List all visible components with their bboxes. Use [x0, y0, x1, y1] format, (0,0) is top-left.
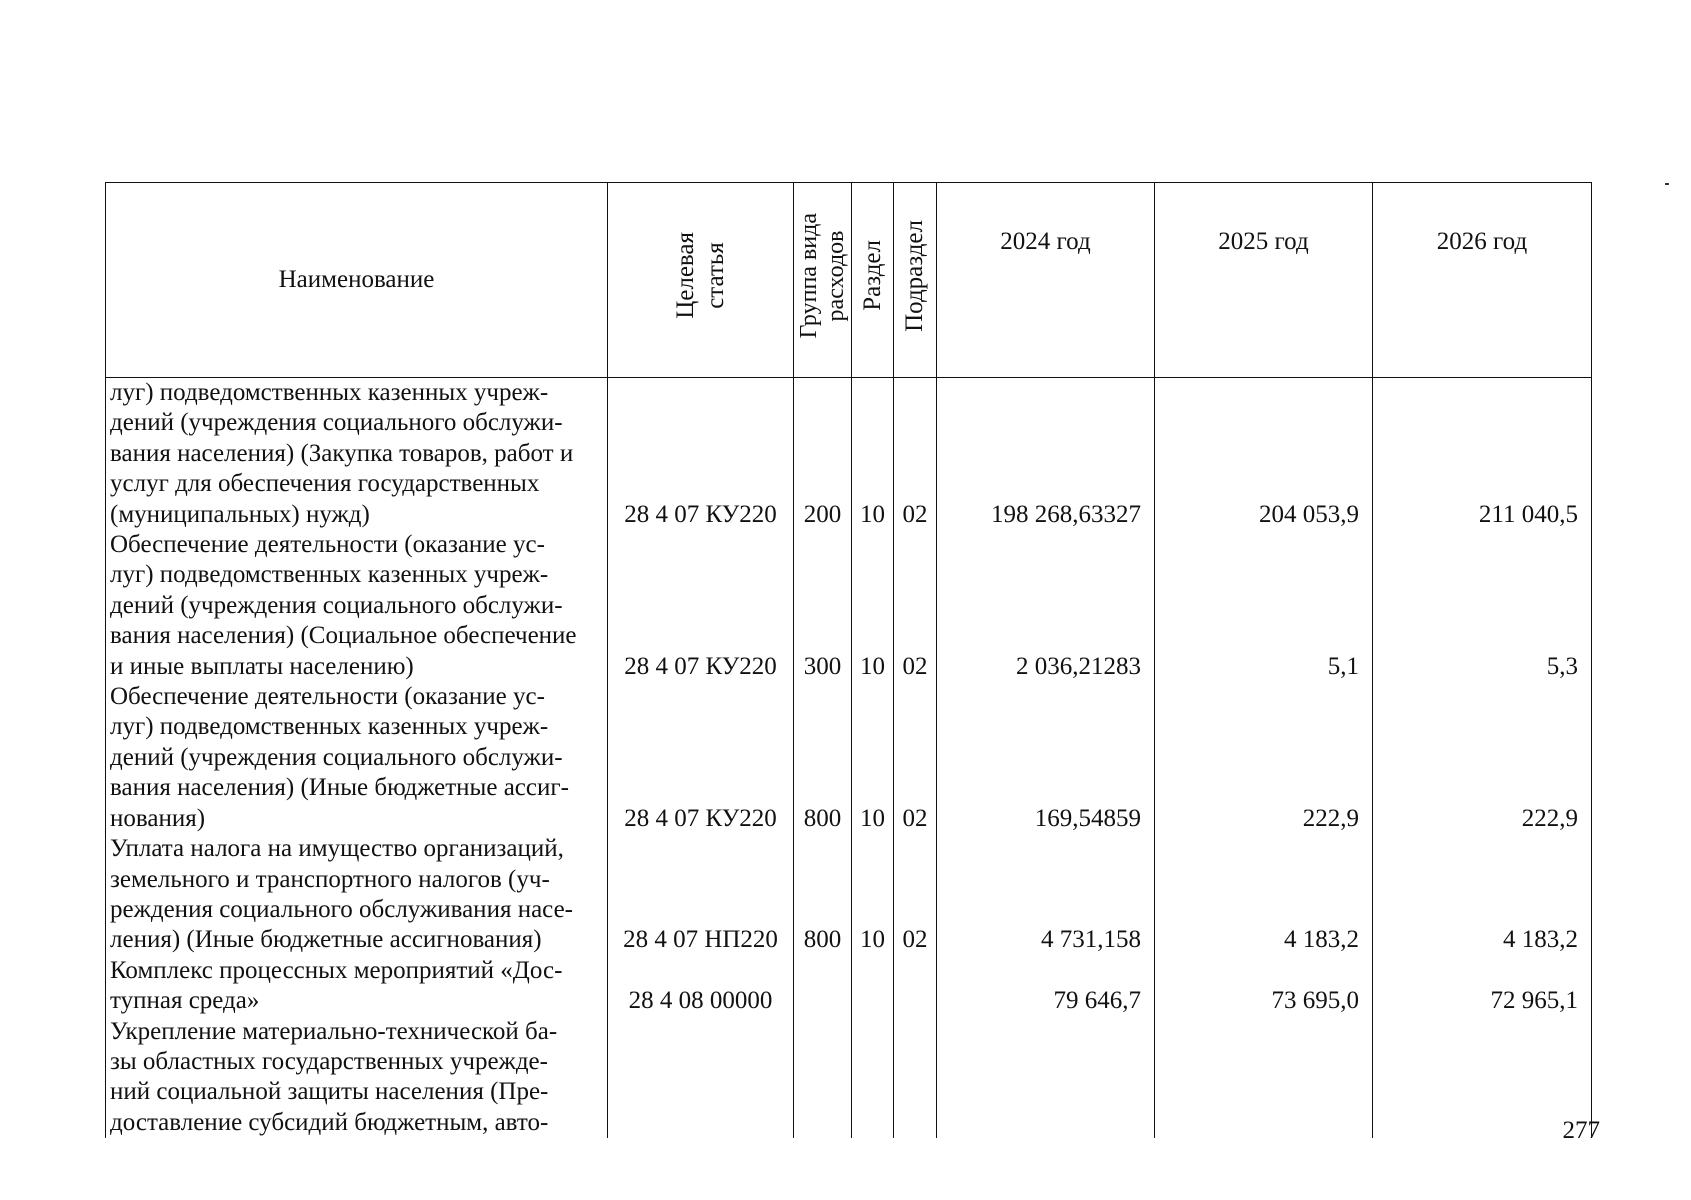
table-row	[106, 530, 1592, 682]
header-subsection	[894, 183, 937, 378]
header-year-2024	[937, 183, 1155, 378]
table-header-row	[106, 183, 1592, 378]
row-value-2024: 2 036,21283	[937, 530, 1155, 682]
row-group	[794, 956, 852, 1017]
row-section: 10	[852, 530, 894, 682]
header-year-2026	[1373, 183, 1592, 378]
row-name: Обеспечение деятельности (оказание ус- луг) подведомственных казенных учреж- дений (учреждения социального обслужи- вания населения) (Иные бюджетные ассиг- нования)	[106, 682, 608, 834]
page-number: 277	[1562, 1117, 1600, 1144]
table-row	[106, 834, 1592, 956]
row-section: 10	[852, 834, 894, 956]
row-target: 28 4 07 КУ220	[608, 682, 794, 834]
row-value-2026: 222,9	[1373, 682, 1592, 834]
scan-mark	[1665, 183, 1669, 185]
row-section	[852, 956, 894, 1017]
row-value-2025: 73 695,0	[1155, 956, 1373, 1017]
table-row	[106, 1017, 1592, 1139]
row-target: 28 4 07 НП220	[608, 834, 794, 956]
row-name: Уплата налога на имущество организаций, земельного и транспортного налогов (уч- реждения социального обслуживания насе- ления) (Иные бюджетные ассигнования)	[106, 834, 608, 956]
row-subsection: 02	[894, 834, 937, 956]
header-name	[106, 183, 608, 378]
row-name: Обеспечение деятельности (оказание ус- луг) подведомственных казенных учреж- дений (учреждения социального обслужи- вания населения) (Социальное обеспечение и иные выплаты населению)	[106, 530, 608, 682]
row-value-2025: 4 183,2	[1155, 834, 1373, 956]
header-section-label: Раздел	[858, 240, 886, 312]
row-target: 28 4 07 КУ220	[608, 530, 794, 682]
row-value-2026: 4 183,2	[1373, 834, 1592, 956]
row-value-2025: 5,1	[1155, 530, 1373, 682]
row-group: 200	[794, 378, 852, 531]
row-subsection: 02	[894, 530, 937, 682]
row-target: 28 4 08 00000	[608, 956, 794, 1017]
table-row	[106, 682, 1592, 834]
row-subsection	[894, 956, 937, 1017]
row-group: 800	[794, 682, 852, 834]
row-value-2024: 79 646,7	[937, 956, 1155, 1017]
table-row	[106, 956, 1592, 1017]
row-subsection: 02	[894, 682, 937, 834]
row-value-2025: 222,9	[1155, 682, 1373, 834]
header-year-2026-label: 2026 год	[1436, 228, 1528, 255]
budget-table	[105, 182, 1592, 1138]
header-target-label: Целевая статья	[671, 232, 729, 320]
row-value-2026: 72 965,1	[1373, 956, 1592, 1017]
header-target	[608, 183, 794, 378]
row-name: Комплекс процессных мероприятий «Дос- тупная среда»	[106, 956, 608, 1017]
row-value-2024: 198 268,63327	[937, 378, 1155, 531]
header-group	[794, 183, 852, 378]
row-value-2026: 211 040,5	[1373, 378, 1592, 531]
header-year-2025-label: 2025 год	[1218, 228, 1309, 255]
row-value-2024: 169,54859	[937, 682, 1155, 834]
row-section: 10	[852, 682, 894, 834]
row-value-2025	[1155, 1017, 1373, 1139]
row-group	[794, 1017, 852, 1139]
header-group-label: Группа вида расходов	[795, 213, 849, 339]
row-name: луг) подведомственных казенных учреж- дений (учреждения социального обслужи- вания населения) (Закупка товаров, работ и услуг для обеспечения государственных (муниципальных) нужд)	[106, 378, 608, 531]
row-value-2025: 204 053,9	[1155, 378, 1373, 531]
row-value-2024	[937, 1017, 1155, 1139]
row-target: 28 4 07 КУ220	[608, 378, 794, 531]
row-name: Укрепление материально-технической ба- зы областных государственных учрежде- ний социальной защиты населения (Пре- доставление субсидий бюджетным, авто-	[106, 1017, 608, 1139]
table-row	[106, 378, 1592, 531]
row-target	[608, 1017, 794, 1139]
row-value-2026: 5,3	[1373, 530, 1592, 682]
row-section: 10	[852, 378, 894, 531]
header-subsection-label: Подраздел	[901, 219, 928, 332]
row-group: 800	[794, 834, 852, 956]
row-group: 300	[794, 530, 852, 682]
row-section	[852, 1017, 894, 1139]
row-value-2024: 4 731,158	[937, 834, 1155, 956]
header-section	[852, 183, 894, 378]
row-subsection	[894, 1017, 937, 1139]
header-year-2025	[1155, 183, 1373, 378]
header-year-2024-label: 2024 год	[1000, 228, 1091, 255]
header-name-label: Наименование	[278, 265, 435, 293]
row-subsection: 02	[894, 378, 937, 531]
